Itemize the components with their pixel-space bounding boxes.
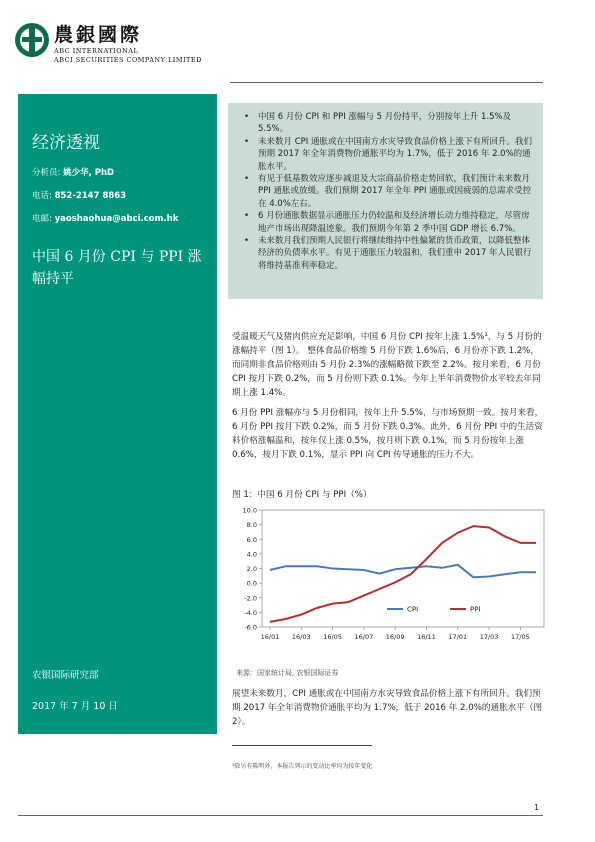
- chart-title: 图 1：中国 6 月份 CPI 与 PPI（%）: [232, 490, 372, 500]
- summary-box: [228, 103, 543, 299]
- y-tick-label: -2.0: [244, 594, 257, 603]
- x-tick-label: 17/05: [510, 633, 530, 641]
- phone-number: 852-2147 8863: [54, 191, 127, 201]
- y-tick-label: 8.0: [246, 521, 257, 530]
- summary-bullet: • 中国 6 月份 CPI 和 PPI 涨幅与 5 月份持平，分别按年上升 1.5%及 5.5%。: [244, 111, 533, 136]
- logo-english-line1: ABC INTERNATIONAL: [54, 47, 139, 55]
- email-info: [32, 212, 178, 224]
- section-title: 经济透视: [32, 133, 100, 153]
- x-tick-label: 17/03: [479, 633, 499, 641]
- footnote-divider: [232, 745, 372, 746]
- report-headline: 中国 6 月份 CPI 与 PPI 涨幅持平: [32, 249, 202, 287]
- y-tick-label: 6.0: [246, 535, 257, 544]
- email-label: 电邮:: [32, 214, 52, 224]
- summary-bullet: • 未来数月我们预期人民银行将继续维持中性偏紧的货币政策，以降低整体经济的负债率水平。有见于通胀压力较温和，我们重申 2017 年人民银行将维持基准利率稳定。: [244, 235, 533, 272]
- page-number: 1: [534, 803, 540, 812]
- phone-label: 电话:: [32, 191, 52, 201]
- y-tick-label: 0.0: [246, 579, 257, 588]
- summary-list: [228, 103, 543, 272]
- y-tick-label: 10.0: [242, 506, 257, 515]
- phone-info: [32, 189, 126, 201]
- x-tick-label: 16/01: [260, 633, 280, 641]
- analyst-label: 分析员:: [32, 168, 61, 178]
- x-tick-label: 16/07: [354, 633, 374, 641]
- analyst-name: 姚少华, PhD: [63, 168, 115, 178]
- x-tick-label: 16/03: [291, 633, 311, 641]
- series-line-ppi: [270, 526, 536, 622]
- y-tick-label: 2.0: [246, 565, 257, 573]
- x-tick-label: 16/09: [385, 633, 405, 641]
- y-tick-label: -6.0: [244, 623, 257, 632]
- legend-label-cpi: CPI: [407, 605, 419, 614]
- analyst-info: [32, 166, 114, 178]
- email-address[interactable]: yaoshaohua@abci.com.hk: [54, 214, 179, 224]
- research-dept: 农银国际研究部: [32, 670, 99, 681]
- x-tick-label: 16/11: [417, 633, 436, 641]
- footnote: ¹除另有陈明外，本报告列示的变动比率均为按年变化: [232, 763, 373, 770]
- legend-label-ppi: PPI: [470, 605, 481, 614]
- y-tick-label: -4.0: [244, 608, 257, 617]
- series-line-cpi: [270, 565, 536, 578]
- x-tick-label: 17/01: [448, 633, 468, 641]
- abc-logo-icon: [14, 22, 50, 58]
- footer-divider: [18, 815, 543, 816]
- company-logo: [8, 18, 208, 68]
- sidebar-panel: [18, 94, 217, 734]
- chart-source: 来源：国家统计局, 农银国际证券: [236, 669, 339, 677]
- logo-english-line2: ABCI SECURITIES COMPANY LIMITED: [54, 56, 202, 64]
- summary-bullet: • 6 月份通胀数据显示通胀压力仍较温和及经济增长动力维持稳定，尽管房地产市场出现降温迹象。我们预期今年第 2 季中国 GDP 增长 6.7%。: [244, 210, 533, 235]
- header-divider: [230, 82, 543, 83]
- y-tick-label: 4.0: [246, 550, 257, 559]
- cpi-ppi-line-chart: [232, 500, 550, 660]
- x-tick-label: 16/05: [323, 633, 342, 641]
- summary-bullet: • 有见于低基数效应逐步减退及大宗商品价格走势回软，我们预计未来数月 PPI 通胀或放缓。我们预期 2017 年全年 PPI 通胀或因疲弱的总需求受控在 4.0%左右。: [244, 173, 533, 210]
- body-paragraph-outlook: 展望未来数月，CPI 通胀或在中国南方水灾导致食品价格上涨下有所回升。我们预期 2017 年全年消费物价通胀平均为 1.7%，低于 2016 年 2.0%的通胀水平（图 2）。: [232, 689, 543, 728]
- summary-bullet: • 未来数月 CPI 通胀或在中国南方水灾导致食品价格上涨下有所回升。我们预期 2017 年全年消费物价通胀平均为 1.7%，低于 2016 年 2.0%的通胀水平。: [244, 136, 533, 173]
- logo-chinese-name: 農銀國際: [54, 24, 143, 46]
- body-paragraph-ppi: 6 月份 PPI 涨幅亦与 5 月份相同，按年上升 5.5%，与市场预期一致。按月来看，6 月份 PPI 按月下跌 0.2%，而 5 月份下跌 0.3%。此外，6 月份 PPI 中的生活资料价格涨幅温和，按年仅上涨 0.5%，按月则下跌 0.1%，而 5 月份按年上涨 0.6%，按月下跌 0.1%，显示 PPI 向 CPI 传导通胀的压力不大。: [232, 408, 544, 461]
- report-date: 2017 年 7 月 10 日: [32, 701, 118, 712]
- body-paragraph-cpi: 受温暖天气及猪肉供应充足影响，中国 6 月份 CPI 按年上涨 1.5%¹，与 5 月份的涨幅持平（图 1）。 整体食品价格维 5 月份下跌 1.6%后，6 月份亦下跌 1.2%，而同期非食品价格则由 5 月份 2.3%的涨幅略微下跌至 2.2%。按月来看，6 月份 CPI 按月下跌 0.2%，而 5 月份则下跌 0.1%。今年上半年消费物价水平较去年同期上涨 1.4%。: [232, 332, 542, 399]
